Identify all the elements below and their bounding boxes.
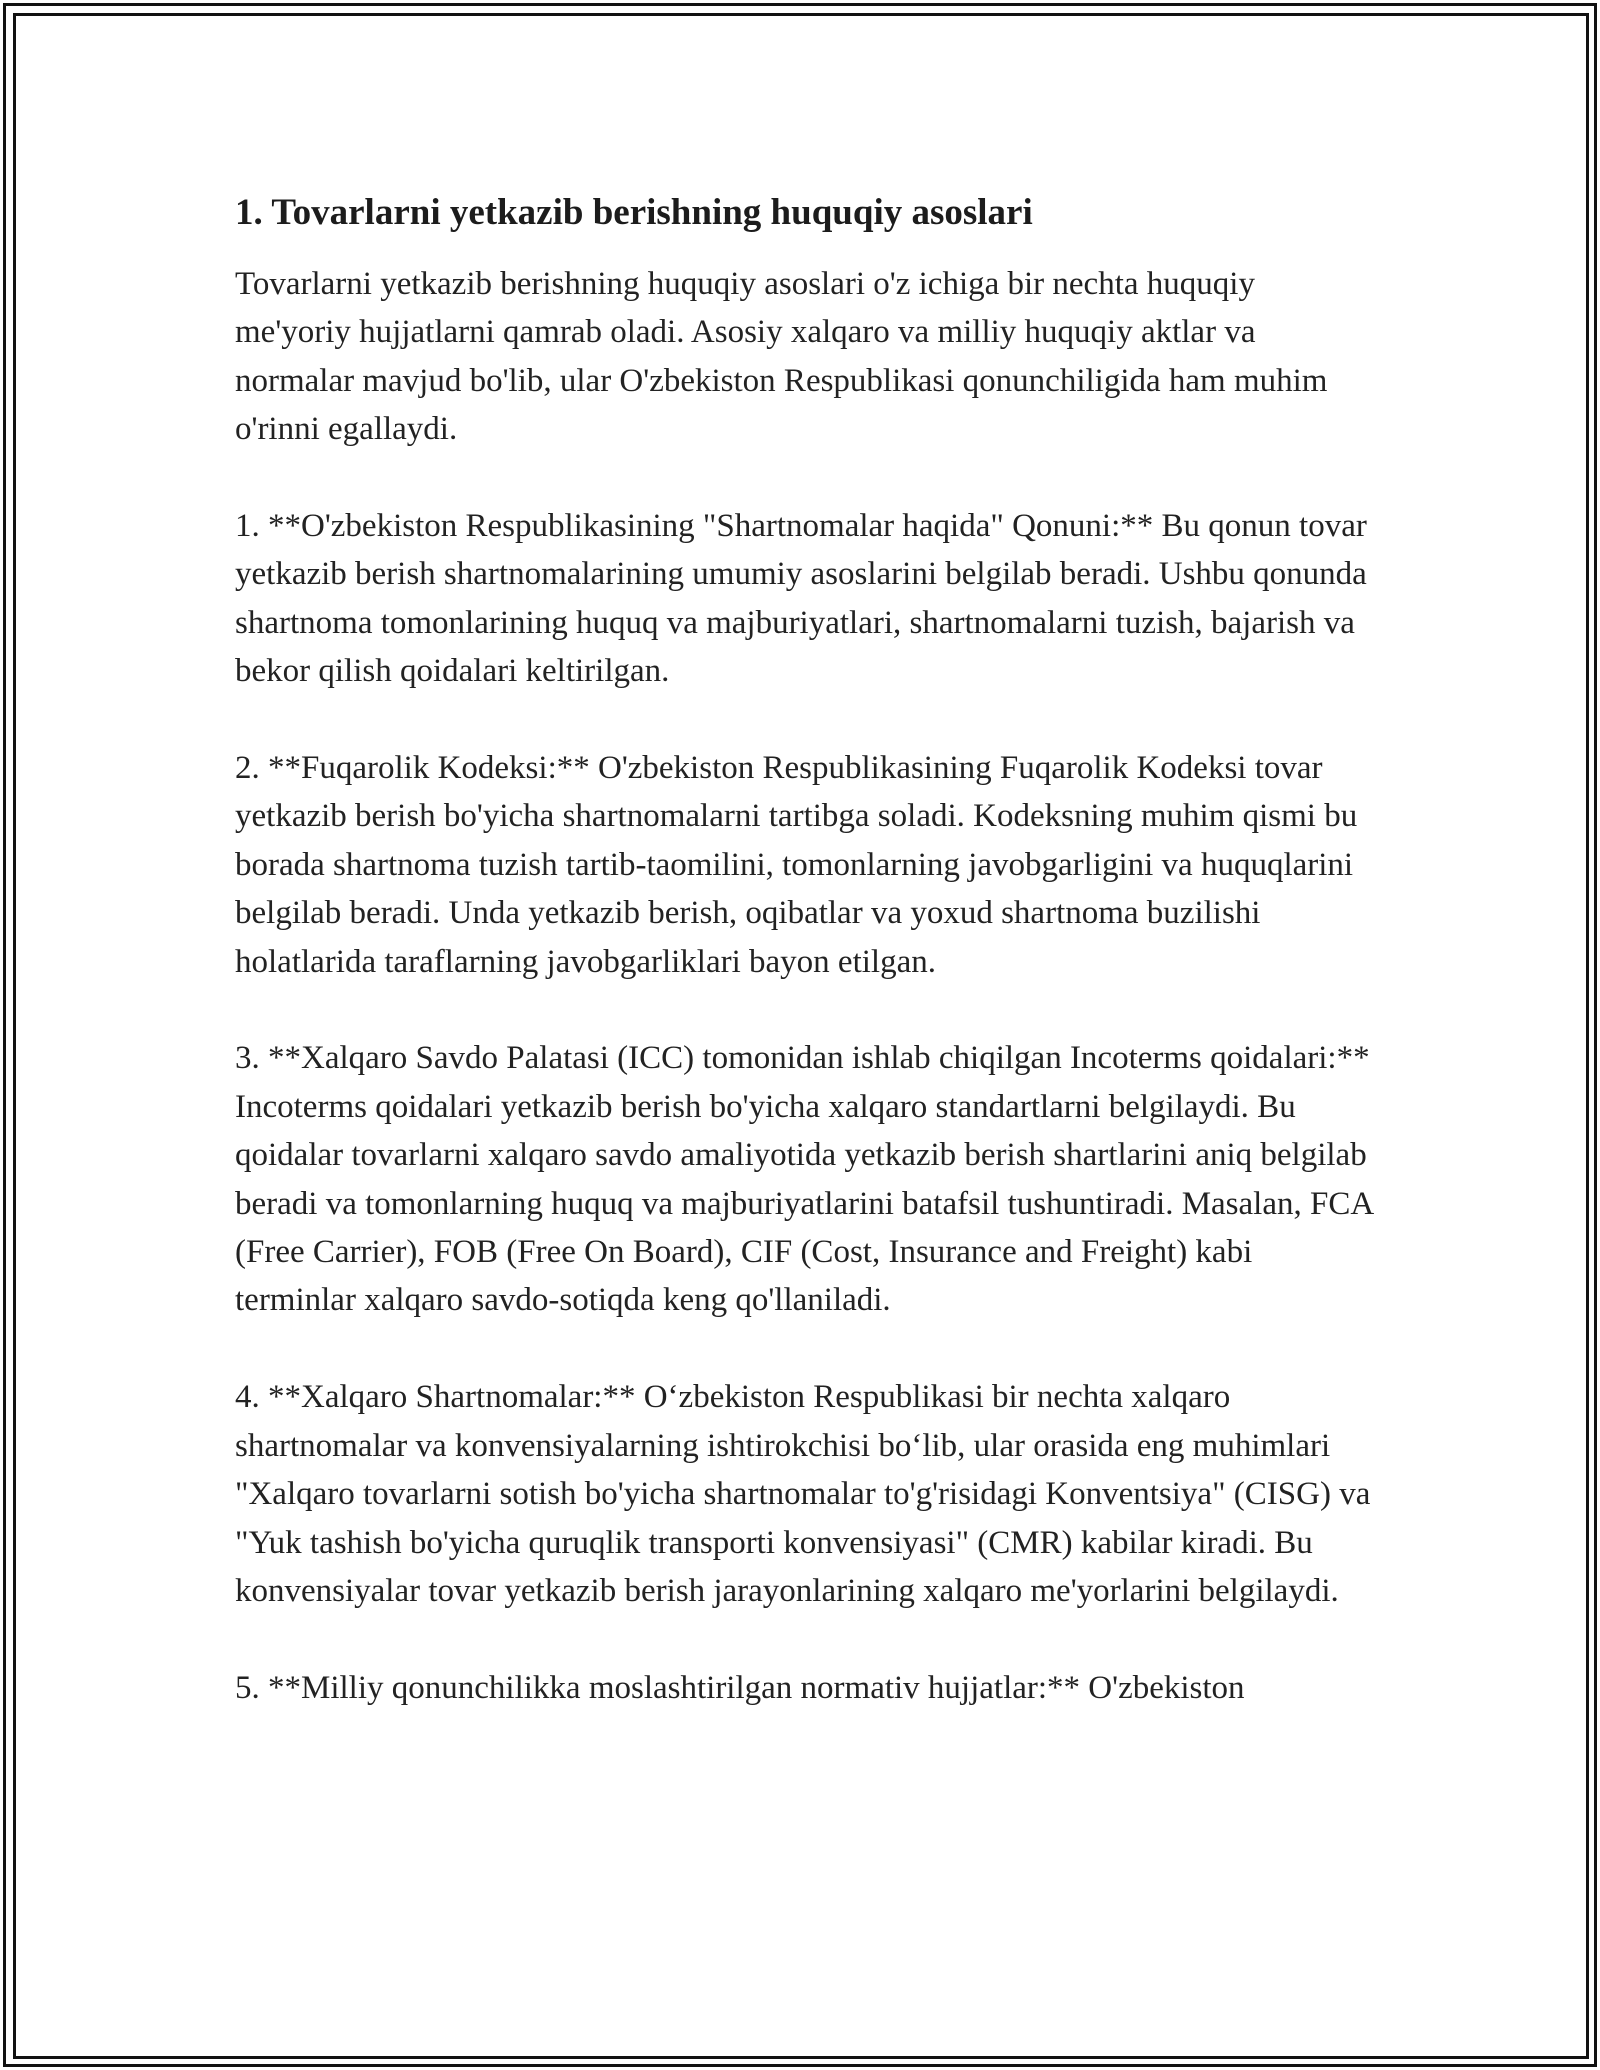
- list-item-4: 4. **Xalqaro Shartnomalar:** O‘zbekiston Respublikasi bir nechta xalqaro shartnomalar va konvensiyalarning ishtirokchisi bo‘lib, ular orasida eng muhimlari "Xalqaro tovarlarni sotish bo'yicha shartnomalar to'g'risidagi Konventsiya" (CISG) va "Yuk tashish bo'yicha quruqlik transporti konvensiyasi" (CMR) kabilar kiradi. Bu konvensiyalar tovar yetkazib berish jarayonlarining xalqaro me'yorlarini belgilaydi.: [235, 1379, 1371, 1609]
- paragraph-spacer: [235, 696, 1375, 744]
- paragraph-spacer: [235, 1615, 1375, 1663]
- list-item-3: 3. **Xalqaro Savdo Palatasi (ICC) tomonidan ishlab chiqilgan Incoterms qoidalari:** Incoterms qoidalari yetkazib berish bo'yicha xalqaro standartlarni belgilaydi. Bu qoidalar tovarlarni xalqaro savdo amaliyotida yetkazib berish shartlarini aniq belgilab beradi va tomonlarning huquq va majburiyatlarini batafsil tushuntiradi. Masalan, FCA (Free Carrier), FOB (Free On Board), CIF (Cost, Insurance and Freight) kabi terminlar xalqaro savdo-sotiqda keng qo'llaniladi.: [235, 1040, 1373, 1319]
- list-item-1: 1. **O'zbekiston Respublikasining "Shartnomalar haqida" Qonuni:** Bu qonun tovar yetkazib berish shartnomalarining umumiy asoslarini belgilab beradi. Ushbu qonunda shartnoma tomonlarining huquq va majburiyatlari, shartnomalarni tuzish, bajarish va bekor qilish qoidalari keltirilgan.: [235, 508, 1367, 690]
- paragraph-spacer: [235, 986, 1375, 1034]
- paragraph-spacer: [235, 1325, 1375, 1373]
- list-item-2: 2. **Fuqarolik Kodeksi:** O'zbekiston Respublikasining Fuqarolik Kodeksi tovar yetkazib berish bo'yicha shartnomalarni tartibga soladi. Kodeksning muhim qismi bu borada shartnoma tuzish tartib-taomilini, tomonlarning javobgarligini va huquqlarini belgilab beradi. Unda yetkazib berish, oqibatlar va yoxud shartnoma buzilishi holatlarida taraflarning javobgarliklari bayon etilgan.: [235, 750, 1358, 980]
- intro-paragraph: Tovarlarni yetkazib berishning huquqiy asoslari o'z ichiga bir nechta huquqiy me'yoriy hujjatlarni qamrab oladi. Asosiy xalqaro va milliy huquqiy aktlar va normalar mavjud bo'lib, ular O'zbekiston Respublikasi qonunchiligida ham muhim o'rinni egallaydi.: [235, 266, 1328, 448]
- document-body: [235, 188, 1375, 1712]
- section-heading: 1. Tovarlarni yetkazib berishning huquqiy asoslari: [235, 192, 1033, 233]
- paragraph-spacer: [235, 454, 1375, 502]
- list-item-5: 5. **Milliy qonunchilikka moslashtirilgan normativ hujjatlar:** O'zbekiston: [235, 1669, 1245, 1706]
